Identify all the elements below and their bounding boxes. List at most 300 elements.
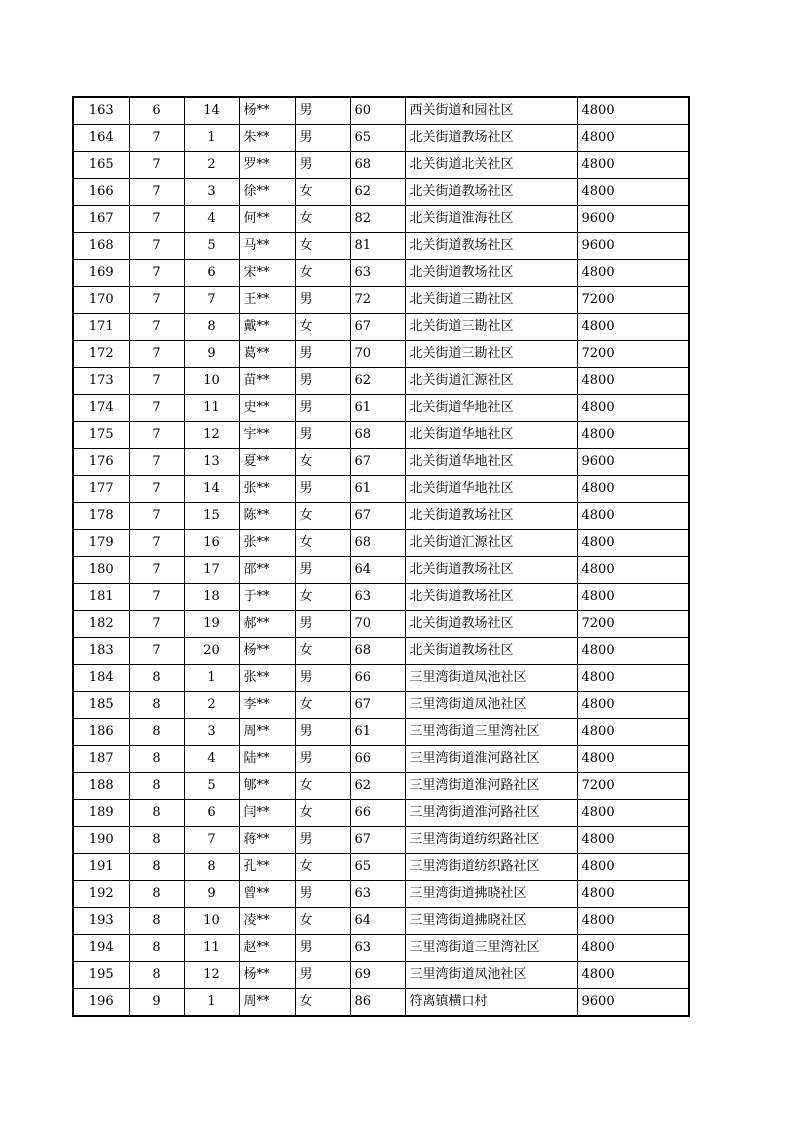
- group-number-cell: 1: [184, 989, 239, 1017]
- amount-cell: 4800: [577, 692, 689, 719]
- address-cell: 北关街道三勘社区: [405, 287, 577, 314]
- gender-cell: 男: [295, 476, 350, 503]
- age-cell: 63: [350, 584, 405, 611]
- name-cell: 张**: [239, 665, 295, 692]
- seq-cell: 182: [73, 611, 129, 638]
- table-row: [73, 638, 689, 665]
- age-cell: 69: [350, 962, 405, 989]
- table-row: [73, 287, 689, 314]
- name-cell: 王**: [239, 287, 295, 314]
- group-cell: 8: [129, 773, 184, 800]
- age-cell: 67: [350, 827, 405, 854]
- age-cell: 68: [350, 152, 405, 179]
- table-row: [73, 962, 689, 989]
- age-cell: 68: [350, 530, 405, 557]
- seq-cell: 165: [73, 152, 129, 179]
- address-cell: 北关街道华地社区: [405, 422, 577, 449]
- age-cell: 81: [350, 233, 405, 260]
- age-cell: 62: [350, 368, 405, 395]
- gender-cell: 男: [295, 97, 350, 125]
- age-cell: 64: [350, 908, 405, 935]
- group-cell: 7: [129, 314, 184, 341]
- name-cell: 陈**: [239, 503, 295, 530]
- group-cell: 8: [129, 908, 184, 935]
- address-cell: 三里湾街道纺织路社区: [405, 854, 577, 881]
- seq-cell: 187: [73, 746, 129, 773]
- amount-cell: 9600: [577, 989, 689, 1017]
- address-cell: 三里湾街道凤池社区: [405, 692, 577, 719]
- gender-cell: 男: [295, 368, 350, 395]
- amount-cell: 4800: [577, 530, 689, 557]
- gender-cell: 男: [295, 395, 350, 422]
- gender-cell: 男: [295, 665, 350, 692]
- name-cell: 杨**: [239, 638, 295, 665]
- seq-cell: 178: [73, 503, 129, 530]
- group-cell: 8: [129, 800, 184, 827]
- seq-cell: 188: [73, 773, 129, 800]
- group-number-cell: 12: [184, 962, 239, 989]
- group-cell: 7: [129, 476, 184, 503]
- group-number-cell: 4: [184, 206, 239, 233]
- group-cell: 7: [129, 422, 184, 449]
- seq-cell: 180: [73, 557, 129, 584]
- group-number-cell: 4: [184, 746, 239, 773]
- seq-cell: 184: [73, 665, 129, 692]
- amount-cell: 4800: [577, 125, 689, 152]
- amount-cell: 4800: [577, 719, 689, 746]
- gender-cell: 男: [295, 935, 350, 962]
- group-number-cell: 14: [184, 476, 239, 503]
- group-cell: 8: [129, 854, 184, 881]
- age-cell: 65: [350, 854, 405, 881]
- gender-cell: 男: [295, 881, 350, 908]
- gender-cell: 女: [295, 989, 350, 1017]
- table-row: [73, 692, 689, 719]
- address-cell: 北关街道三勘社区: [405, 314, 577, 341]
- name-cell: 李**: [239, 692, 295, 719]
- table-row: [73, 773, 689, 800]
- group-cell: 7: [129, 584, 184, 611]
- seq-cell: 193: [73, 908, 129, 935]
- amount-cell: 4800: [577, 962, 689, 989]
- seq-cell: 191: [73, 854, 129, 881]
- amount-cell: 4800: [577, 152, 689, 179]
- gender-cell: 男: [295, 611, 350, 638]
- address-cell: 三里湾街道凤池社区: [405, 962, 577, 989]
- seq-cell: 196: [73, 989, 129, 1017]
- seq-cell: 167: [73, 206, 129, 233]
- gender-cell: 女: [295, 503, 350, 530]
- group-number-cell: 5: [184, 233, 239, 260]
- table-row: [73, 314, 689, 341]
- group-number-cell: 10: [184, 908, 239, 935]
- age-cell: 61: [350, 395, 405, 422]
- address-cell: 北关街道华地社区: [405, 476, 577, 503]
- address-cell: 三里湾街道拂晓社区: [405, 908, 577, 935]
- address-cell: 北关街道教场社区: [405, 503, 577, 530]
- seq-cell: 177: [73, 476, 129, 503]
- group-cell: 8: [129, 881, 184, 908]
- gender-cell: 女: [295, 584, 350, 611]
- group-number-cell: 9: [184, 341, 239, 368]
- address-cell: 北关街道教场社区: [405, 611, 577, 638]
- group-number-cell: 17: [184, 557, 239, 584]
- amount-cell: 4800: [577, 179, 689, 206]
- table-row: [73, 125, 689, 152]
- age-cell: 67: [350, 692, 405, 719]
- group-cell: 7: [129, 179, 184, 206]
- age-cell: 68: [350, 638, 405, 665]
- group-number-cell: 12: [184, 422, 239, 449]
- seq-cell: 186: [73, 719, 129, 746]
- name-cell: 张**: [239, 476, 295, 503]
- age-cell: 72: [350, 287, 405, 314]
- seq-cell: 174: [73, 395, 129, 422]
- gender-cell: 女: [295, 530, 350, 557]
- table-row: [73, 827, 689, 854]
- age-cell: 86: [350, 989, 405, 1017]
- age-cell: 62: [350, 773, 405, 800]
- group-number-cell: 15: [184, 503, 239, 530]
- amount-cell: 4800: [577, 314, 689, 341]
- address-cell: 三里湾街道纺织路社区: [405, 827, 577, 854]
- address-cell: 北关街道教场社区: [405, 557, 577, 584]
- group-number-cell: 11: [184, 395, 239, 422]
- address-cell: 北关街道教场社区: [405, 179, 577, 206]
- age-cell: 70: [350, 341, 405, 368]
- address-cell: 北关街道三勘社区: [405, 341, 577, 368]
- group-number-cell: 13: [184, 449, 239, 476]
- group-cell: 9: [129, 989, 184, 1017]
- address-cell: 北关街道教场社区: [405, 638, 577, 665]
- group-number-cell: 1: [184, 665, 239, 692]
- age-cell: 63: [350, 935, 405, 962]
- table-row: [73, 97, 689, 125]
- age-cell: 61: [350, 476, 405, 503]
- amount-cell: 7200: [577, 611, 689, 638]
- table-row: [73, 179, 689, 206]
- group-cell: 7: [129, 233, 184, 260]
- group-number-cell: 10: [184, 368, 239, 395]
- group-cell: 8: [129, 719, 184, 746]
- amount-cell: 7200: [577, 287, 689, 314]
- table-row: [73, 503, 689, 530]
- name-cell: 杨**: [239, 962, 295, 989]
- address-cell: 北关街道北关社区: [405, 152, 577, 179]
- group-cell: 8: [129, 935, 184, 962]
- group-cell: 7: [129, 503, 184, 530]
- group-cell: 7: [129, 530, 184, 557]
- amount-cell: 4800: [577, 827, 689, 854]
- gender-cell: 女: [295, 800, 350, 827]
- address-cell: 北关街道汇源社区: [405, 530, 577, 557]
- seq-cell: 173: [73, 368, 129, 395]
- gender-cell: 男: [295, 125, 350, 152]
- seq-cell: 190: [73, 827, 129, 854]
- table-row: [73, 422, 689, 449]
- gender-cell: 女: [295, 449, 350, 476]
- table-row: [73, 935, 689, 962]
- group-number-cell: 8: [184, 314, 239, 341]
- name-cell: 赵**: [239, 935, 295, 962]
- name-cell: 马**: [239, 233, 295, 260]
- name-cell: 宋**: [239, 260, 295, 287]
- age-cell: 67: [350, 503, 405, 530]
- group-number-cell: 1: [184, 125, 239, 152]
- seq-cell: 172: [73, 341, 129, 368]
- age-cell: 63: [350, 260, 405, 287]
- name-cell: 郝**: [239, 611, 295, 638]
- group-cell: 6: [129, 97, 184, 125]
- amount-cell: 7200: [577, 773, 689, 800]
- name-cell: 张**: [239, 530, 295, 557]
- table-row: [73, 719, 689, 746]
- group-number-cell: 14: [184, 97, 239, 125]
- seq-cell: 175: [73, 422, 129, 449]
- group-cell: 7: [129, 611, 184, 638]
- group-cell: 7: [129, 152, 184, 179]
- seq-cell: 176: [73, 449, 129, 476]
- gender-cell: 女: [295, 179, 350, 206]
- roster-table: [72, 96, 690, 1017]
- group-cell: 8: [129, 665, 184, 692]
- name-cell: 罗**: [239, 152, 295, 179]
- table-row: [73, 530, 689, 557]
- address-cell: 符离镇横口村: [405, 989, 577, 1017]
- seq-cell: 194: [73, 935, 129, 962]
- gender-cell: 男: [295, 152, 350, 179]
- seq-cell: 170: [73, 287, 129, 314]
- table-row: [73, 395, 689, 422]
- table-row: [73, 908, 689, 935]
- table-row: [73, 368, 689, 395]
- seq-cell: 185: [73, 692, 129, 719]
- seq-cell: 181: [73, 584, 129, 611]
- amount-cell: 4800: [577, 800, 689, 827]
- address-cell: 北关街道华地社区: [405, 395, 577, 422]
- group-number-cell: 6: [184, 260, 239, 287]
- seq-cell: 169: [73, 260, 129, 287]
- gender-cell: 男: [295, 719, 350, 746]
- seq-cell: 164: [73, 125, 129, 152]
- seq-cell: 168: [73, 233, 129, 260]
- gender-cell: 女: [295, 854, 350, 881]
- group-cell: 7: [129, 638, 184, 665]
- gender-cell: 女: [295, 908, 350, 935]
- name-cell: 曾**: [239, 881, 295, 908]
- address-cell: 三里湾街道三里湾社区: [405, 719, 577, 746]
- amount-cell: 4800: [577, 881, 689, 908]
- name-cell: 周**: [239, 719, 295, 746]
- address-cell: 三里湾街道淮河路社区: [405, 773, 577, 800]
- name-cell: 葛**: [239, 341, 295, 368]
- name-cell: 蒋**: [239, 827, 295, 854]
- table-row: [73, 152, 689, 179]
- name-cell: 史**: [239, 395, 295, 422]
- table-row: [73, 584, 689, 611]
- seq-cell: 163: [73, 97, 129, 125]
- address-cell: 北关街道淮海社区: [405, 206, 577, 233]
- table-row: [73, 800, 689, 827]
- amount-cell: 4800: [577, 422, 689, 449]
- name-cell: 邵**: [239, 557, 295, 584]
- name-cell: 于**: [239, 584, 295, 611]
- age-cell: 82: [350, 206, 405, 233]
- group-cell: 7: [129, 341, 184, 368]
- gender-cell: 男: [295, 746, 350, 773]
- amount-cell: 4800: [577, 854, 689, 881]
- gender-cell: 女: [295, 260, 350, 287]
- name-cell: 杨**: [239, 97, 295, 125]
- age-cell: 64: [350, 557, 405, 584]
- name-cell: 戴**: [239, 314, 295, 341]
- gender-cell: 女: [295, 206, 350, 233]
- seq-cell: 171: [73, 314, 129, 341]
- group-number-cell: 2: [184, 152, 239, 179]
- group-cell: 7: [129, 206, 184, 233]
- table-row: [73, 476, 689, 503]
- gender-cell: 男: [295, 962, 350, 989]
- address-cell: 三里湾街道三里湾社区: [405, 935, 577, 962]
- age-cell: 67: [350, 449, 405, 476]
- table-row: [73, 611, 689, 638]
- name-cell: 郇**: [239, 773, 295, 800]
- group-number-cell: 2: [184, 692, 239, 719]
- age-cell: 61: [350, 719, 405, 746]
- group-number-cell: 11: [184, 935, 239, 962]
- seq-cell: 183: [73, 638, 129, 665]
- amount-cell: 7200: [577, 341, 689, 368]
- seq-cell: 166: [73, 179, 129, 206]
- address-cell: 北关街道教场社区: [405, 125, 577, 152]
- group-number-cell: 8: [184, 854, 239, 881]
- gender-cell: 女: [295, 314, 350, 341]
- name-cell: 周**: [239, 989, 295, 1017]
- amount-cell: 4800: [577, 908, 689, 935]
- address-cell: 三里湾街道拂晓社区: [405, 881, 577, 908]
- gender-cell: 男: [295, 341, 350, 368]
- gender-cell: 男: [295, 827, 350, 854]
- seq-cell: 192: [73, 881, 129, 908]
- address-cell: 三里湾街道淮河路社区: [405, 746, 577, 773]
- group-number-cell: 18: [184, 584, 239, 611]
- amount-cell: 4800: [577, 476, 689, 503]
- amount-cell: 4800: [577, 935, 689, 962]
- group-cell: 8: [129, 827, 184, 854]
- address-cell: 北关街道汇源社区: [405, 368, 577, 395]
- amount-cell: 4800: [577, 665, 689, 692]
- roster-body: [73, 97, 689, 1016]
- amount-cell: 9600: [577, 206, 689, 233]
- group-cell: 8: [129, 962, 184, 989]
- table-row: [73, 206, 689, 233]
- amount-cell: 4800: [577, 557, 689, 584]
- address-cell: 北关街道教场社区: [405, 233, 577, 260]
- group-cell: 7: [129, 125, 184, 152]
- gender-cell: 女: [295, 233, 350, 260]
- table-row: [73, 989, 689, 1017]
- name-cell: 陆**: [239, 746, 295, 773]
- table-row: [73, 665, 689, 692]
- group-cell: 7: [129, 287, 184, 314]
- group-number-cell: 3: [184, 719, 239, 746]
- amount-cell: 4800: [577, 638, 689, 665]
- amount-cell: 4800: [577, 97, 689, 125]
- group-number-cell: 5: [184, 773, 239, 800]
- gender-cell: 男: [295, 557, 350, 584]
- amount-cell: 4800: [577, 584, 689, 611]
- gender-cell: 女: [295, 773, 350, 800]
- address-cell: 西关街道和园社区: [405, 97, 577, 125]
- address-cell: 北关街道教场社区: [405, 260, 577, 287]
- table-row: [73, 746, 689, 773]
- table-row: [73, 233, 689, 260]
- group-number-cell: 3: [184, 179, 239, 206]
- age-cell: 65: [350, 125, 405, 152]
- gender-cell: 男: [295, 422, 350, 449]
- group-number-cell: 19: [184, 611, 239, 638]
- gender-cell: 女: [295, 692, 350, 719]
- table-row: [73, 854, 689, 881]
- table-row: [73, 341, 689, 368]
- name-cell: 何**: [239, 206, 295, 233]
- age-cell: 66: [350, 800, 405, 827]
- name-cell: 夏**: [239, 449, 295, 476]
- amount-cell: 4800: [577, 746, 689, 773]
- group-cell: 7: [129, 395, 184, 422]
- group-number-cell: 7: [184, 287, 239, 314]
- group-cell: 7: [129, 260, 184, 287]
- name-cell: 宇**: [239, 422, 295, 449]
- age-cell: 68: [350, 422, 405, 449]
- group-cell: 7: [129, 368, 184, 395]
- group-number-cell: 9: [184, 881, 239, 908]
- gender-cell: 男: [295, 287, 350, 314]
- address-cell: 三里湾街道凤池社区: [405, 665, 577, 692]
- name-cell: 徐**: [239, 179, 295, 206]
- age-cell: 62: [350, 179, 405, 206]
- age-cell: 66: [350, 746, 405, 773]
- table-row: [73, 881, 689, 908]
- group-cell: 8: [129, 746, 184, 773]
- amount-cell: 9600: [577, 449, 689, 476]
- gender-cell: 女: [295, 638, 350, 665]
- address-cell: 三里湾街道淮河路社区: [405, 800, 577, 827]
- amount-cell: 4800: [577, 395, 689, 422]
- seq-cell: 189: [73, 800, 129, 827]
- name-cell: 闫**: [239, 800, 295, 827]
- group-number-cell: 16: [184, 530, 239, 557]
- table-row: [73, 449, 689, 476]
- age-cell: 63: [350, 881, 405, 908]
- group-number-cell: 7: [184, 827, 239, 854]
- amount-cell: 9600: [577, 233, 689, 260]
- amount-cell: 4800: [577, 503, 689, 530]
- seq-cell: 179: [73, 530, 129, 557]
- table-row: [73, 557, 689, 584]
- age-cell: 70: [350, 611, 405, 638]
- amount-cell: 4800: [577, 260, 689, 287]
- group-cell: 7: [129, 449, 184, 476]
- age-cell: 66: [350, 665, 405, 692]
- name-cell: 凌**: [239, 908, 295, 935]
- group-cell: 8: [129, 692, 184, 719]
- group-number-cell: 20: [184, 638, 239, 665]
- age-cell: 67: [350, 314, 405, 341]
- amount-cell: 4800: [577, 368, 689, 395]
- address-cell: 北关街道教场社区: [405, 584, 577, 611]
- name-cell: 苗**: [239, 368, 295, 395]
